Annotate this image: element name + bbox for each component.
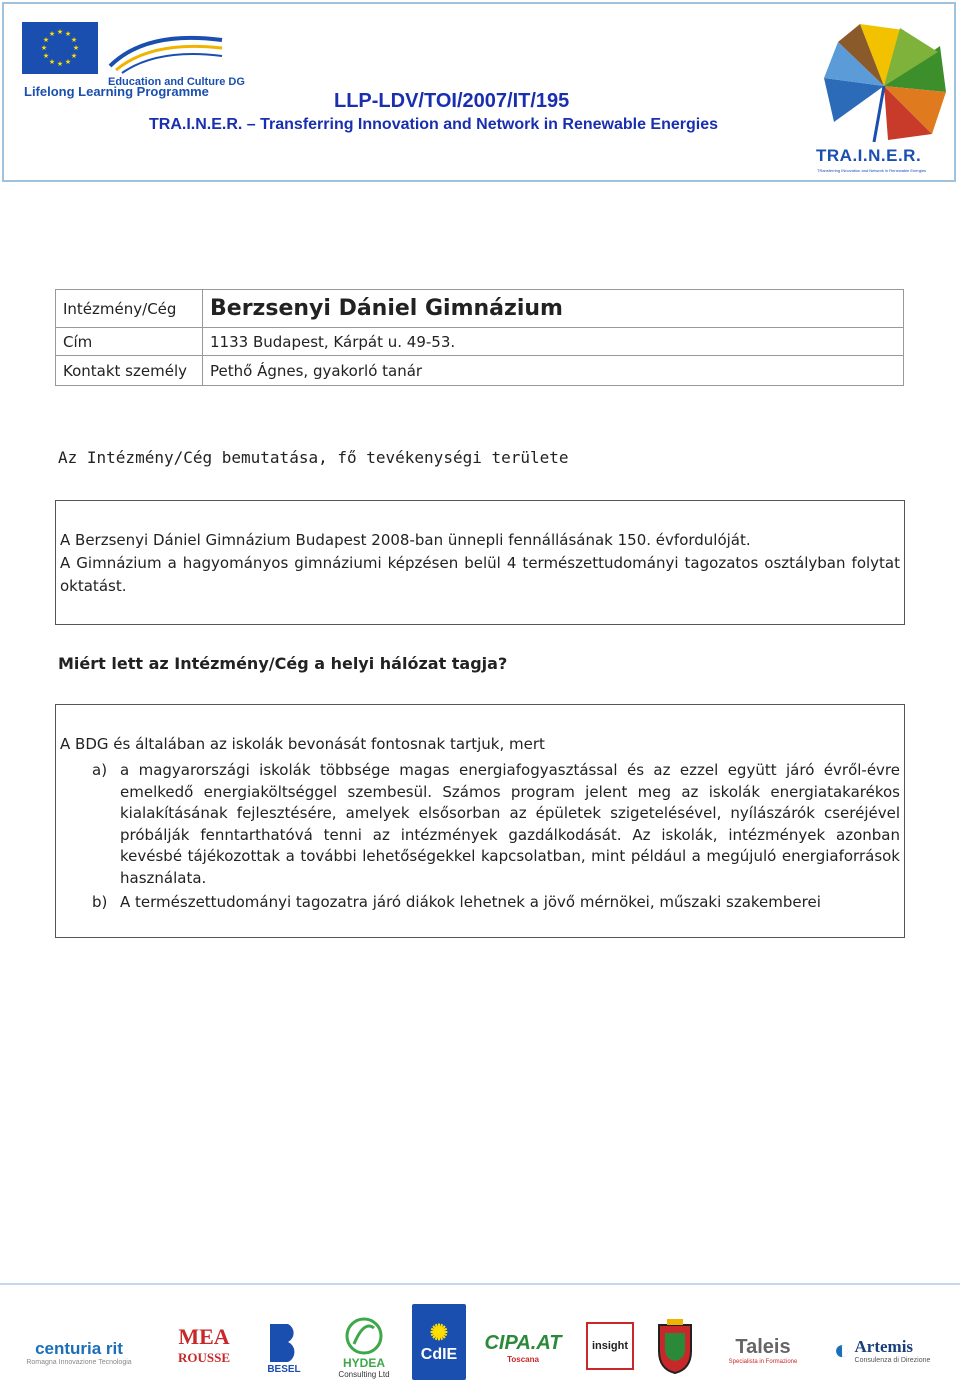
trainer-brand-sub: TRansferring INnovation and Network in Renewable Energies <box>817 168 927 173</box>
section1-line2: A Gimnázium a hagyományos gimnáziumi képzésen belül 4 természettudományi tagozatos osztályban folytat oktatást. <box>60 554 900 595</box>
address-label: Cím <box>56 328 203 356</box>
svg-text:★: ★ <box>48 58 56 66</box>
svg-text:★: ★ <box>72 44 80 52</box>
project-code: LLP-LDV/TOI/2007/IT/195 <box>334 90 570 112</box>
institution-label: Intézmény/Cég <box>56 290 203 328</box>
logo-name: centuria rit <box>35 1338 123 1358</box>
section2-box <box>55 704 905 938</box>
info-row-institution <box>56 290 904 328</box>
besel-icon <box>264 1320 304 1364</box>
artemis-icon: ◐ <box>833 1334 851 1365</box>
list-item-text: a magyarországi iskolák többsége magas energiafogyasztással és az ezzel együtt járó évről-évre emelkedő energiaköltséggel szembesül. Számos program jelent meg az iskolák energiatakarékos kialakításának fejlesztésére, amelyek elsősorban az épületek szigetelésével, nyílászárók cseréjével próbálják fenntarthatóvá tenni az intézmények gazdálkodását. Az iskolák, intézmények azonban kevésbé tájékozottak a további lehetőségekkel kapcsolatban, mint például a megújuló energiaforrások használata. <box>120 761 900 887</box>
cdie-logo <box>412 1304 466 1380</box>
svg-text:★: ★ <box>48 30 56 38</box>
education-swoosh-icon <box>106 26 226 74</box>
artemis-logo <box>818 1330 946 1370</box>
municipal-crest-logo <box>652 1314 698 1378</box>
eu-caption: Education and Culture DG <box>108 76 245 88</box>
svg-text:★: ★ <box>56 28 64 36</box>
mea-logo <box>164 1310 244 1380</box>
logo-name: BESEL <box>267 1363 301 1375</box>
section1-box <box>55 500 905 625</box>
logo-sub: ROUSSE <box>177 1350 231 1365</box>
institution-info-table <box>55 289 904 386</box>
list-marker: b) <box>92 893 108 911</box>
list-item-text: A természettudományi tagozatra járó diákok lehetnek a jövő mérnökei, műszaki szakemberei <box>120 893 821 911</box>
contact-label: Kontakt személy <box>56 356 203 386</box>
logo-sub: Romagna Innovazione Tecnologia <box>26 1358 132 1366</box>
section1-heading: Az Intézmény/Cég bemutatása, fő tevékenységi területe <box>58 448 569 467</box>
hydea-icon <box>342 1316 386 1356</box>
cdie-star-icon: ✺ <box>429 1320 449 1345</box>
address-value: 1133 Budapest, Kárpát u. 49-53. <box>203 328 904 356</box>
svg-text:★: ★ <box>40 44 48 52</box>
logo-sub: Consulenza di Direzione <box>854 1356 931 1364</box>
svg-text:★: ★ <box>56 60 64 68</box>
info-row-address <box>56 328 904 356</box>
svg-text:★: ★ <box>70 36 78 44</box>
logo-name: Artemis <box>854 1336 914 1356</box>
logo-name: MEA <box>178 1324 230 1349</box>
footer-divider <box>0 1283 960 1285</box>
eu-llp-logo <box>22 22 245 102</box>
reasons-list <box>60 760 900 914</box>
logo-sub: Toscana <box>507 1355 539 1364</box>
project-title: TRA.I.N.E.R. – Transferring Innovation and Network in Renewable Energies <box>149 116 718 133</box>
svg-text:★: ★ <box>70 52 78 60</box>
programme-name: Lifelong Learning Programme <box>24 84 209 99</box>
logo-name: HYDEA <box>342 1355 385 1370</box>
section2-intro: A BDG és általában az iskolák bevonását fontosnak tartjuk, mert <box>60 735 545 753</box>
cipa-logo <box>476 1328 570 1368</box>
trainer-brand: TRA.I.N.E.R. <box>816 146 922 165</box>
crest-icon <box>655 1317 695 1375</box>
info-row-contact <box>56 356 904 386</box>
list-item <box>60 892 900 914</box>
list-item <box>60 760 900 889</box>
eu-flag-icon <box>22 22 98 74</box>
besel-logo <box>260 1316 308 1378</box>
logo-name: CIPA.AT <box>484 1332 562 1354</box>
logo-name: insight <box>591 1340 629 1352</box>
hydea-logo <box>332 1312 396 1382</box>
institution-value: Berzsenyi Dániel Gimnázium <box>203 290 904 328</box>
contact-value: Pethő Ágnes, gyakorló tanár <box>203 356 904 386</box>
logo-name: Taleis <box>735 1335 791 1358</box>
svg-text:★: ★ <box>64 58 72 66</box>
partner-logos <box>14 1300 946 1382</box>
logo-sub: Consulting Ltd <box>338 1369 390 1379</box>
section2-heading: Miért lett az Intézmény/Cég a helyi hálózat tagja? <box>58 654 508 673</box>
list-marker: a) <box>92 761 108 779</box>
svg-text:★: ★ <box>64 30 72 38</box>
centuria-logo <box>14 1330 144 1374</box>
svg-text:★: ★ <box>42 52 50 60</box>
page-header <box>2 2 956 182</box>
logo-sub: Specialista in Formazione <box>728 1358 798 1365</box>
logo-name: CdIE <box>420 1346 458 1363</box>
insight-logo <box>586 1322 634 1370</box>
svg-text:★: ★ <box>42 36 50 44</box>
taleis-logo <box>718 1328 808 1372</box>
section1-line1: A Berzsenyi Dániel Gimnázium Budapest 2008-ban ünnepli fennállásának 150. évfordulóját. <box>60 531 751 549</box>
